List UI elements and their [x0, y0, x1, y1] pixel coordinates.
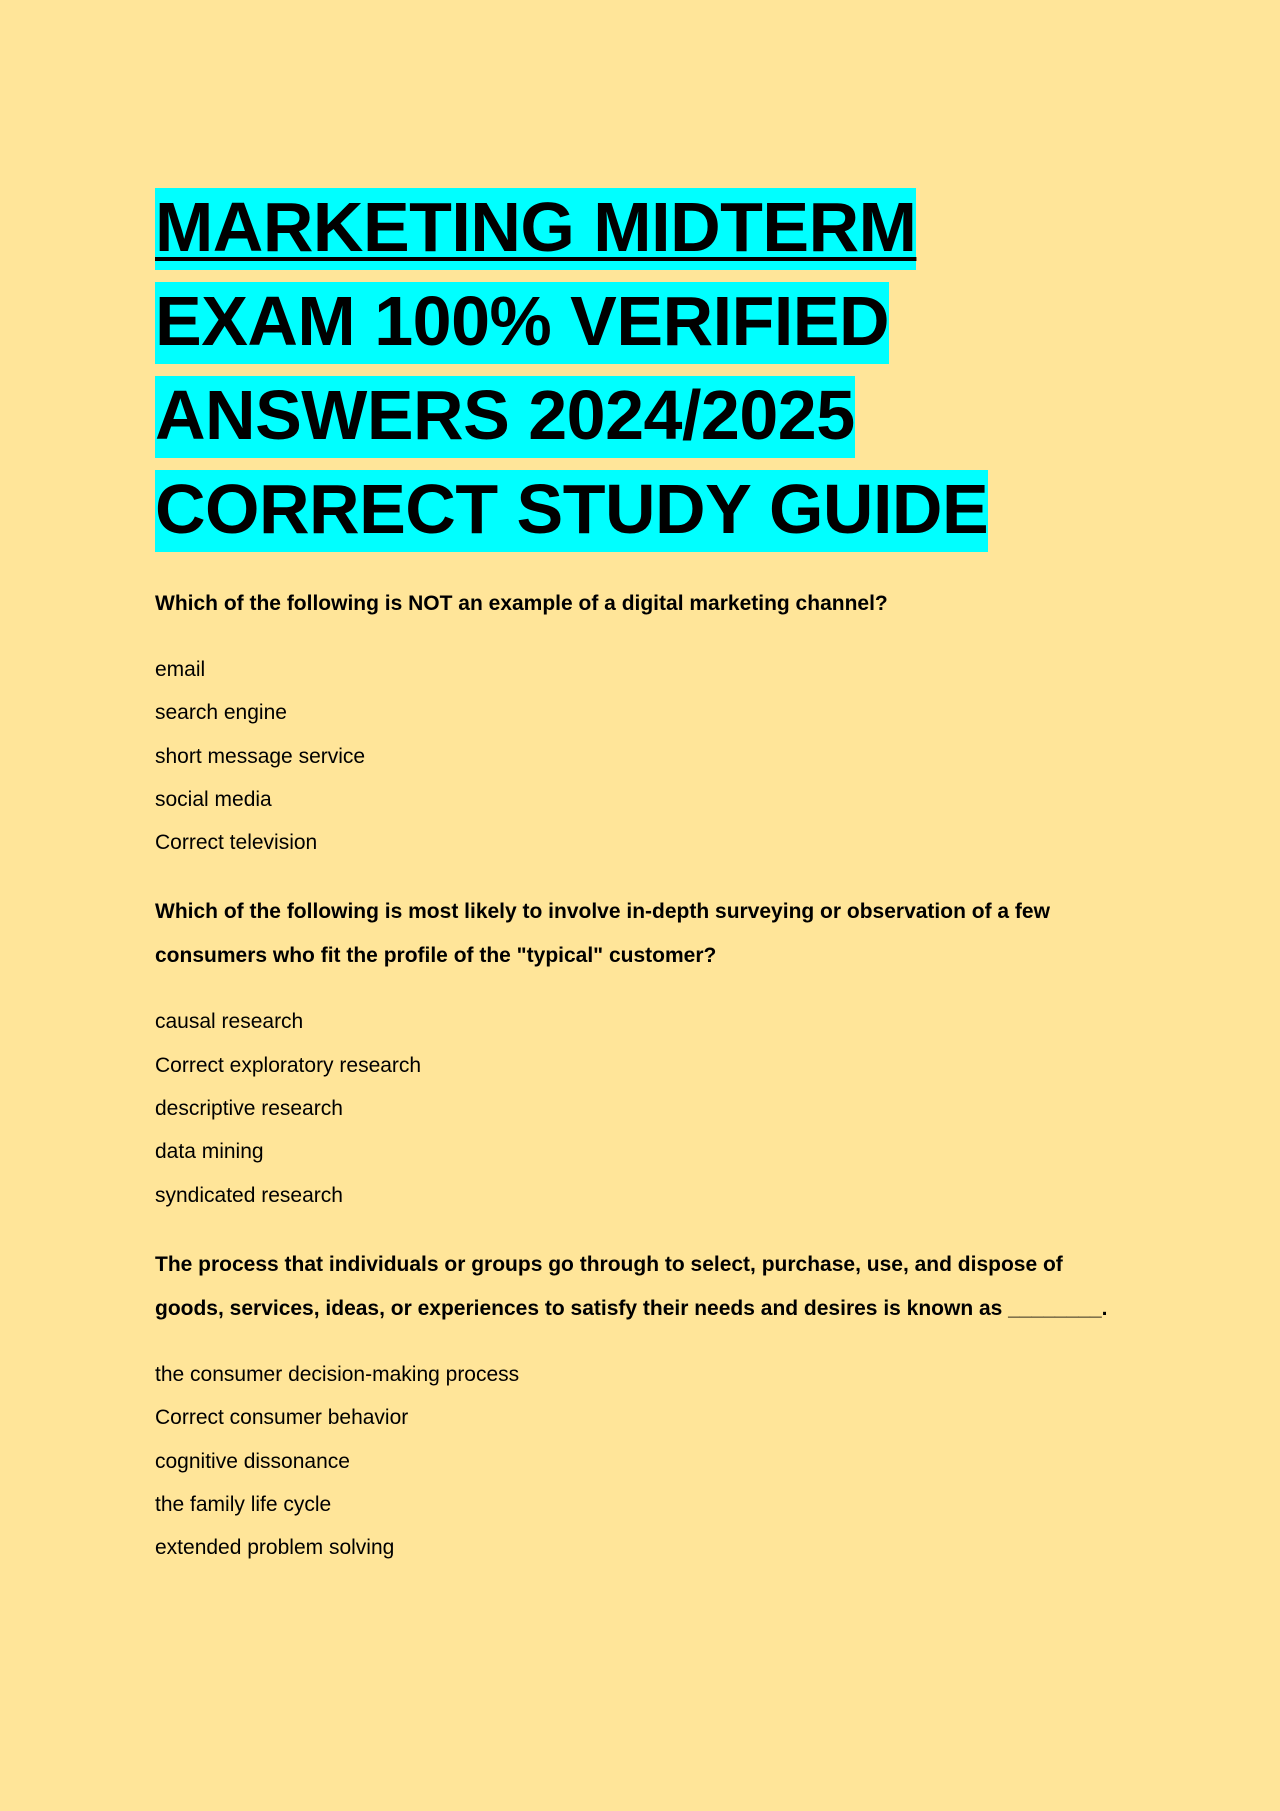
question-block-1: [155, 582, 1115, 864]
answer-option: cognitive dissonance: [155, 1449, 350, 1473]
answer-options: [155, 1000, 1115, 1216]
answer-option: causal research: [155, 1010, 304, 1034]
answer-options: [155, 648, 1115, 864]
answer-option: the family life cycle: [155, 1492, 332, 1516]
answer-option: data mining: [155, 1140, 264, 1164]
question-block-3: [155, 1243, 1115, 1569]
answer-option: the consumer decision-making process: [155, 1362, 520, 1386]
title-underlined-text: MARKETING MIDTERM: [155, 188, 917, 266]
answer-option: Correct consumer behavior: [155, 1406, 409, 1430]
question-text: The process that individuals or groups go through to select, purchase, use, and dispose of goods, services, ideas, or experiences to satisfy their needs and desires is known as ________.: [155, 1252, 1108, 1320]
question-block-2: [155, 890, 1115, 1216]
answer-options: [155, 1353, 1115, 1569]
answer-option: syndicated research: [155, 1183, 343, 1207]
title-highlight: [155, 188, 988, 552]
question-text: Which of the following is most likely to involve in-depth surveying or observation of a few consumers who fit the profile of the "typical" customer?: [155, 900, 1050, 968]
question-text: Which of the following is NOT an example of a digital marketing channel?: [155, 592, 888, 615]
answer-option: descriptive research: [155, 1097, 343, 1121]
document-title: [155, 180, 1115, 556]
answer-option: Correct television: [155, 831, 318, 855]
title-remainder: 100% VERIFIED ANSWERS 2024/2025 CORRECT STUDY GUIDE: [155, 282, 989, 548]
answer-option: email: [155, 658, 206, 681]
answer-option: Correct exploratory research: [155, 1053, 422, 1077]
answer-option: social media: [155, 787, 272, 811]
answer-option: search engine: [155, 701, 287, 725]
title-first-line-rest: EXAM: [155, 282, 356, 360]
answer-option: short message service: [155, 744, 366, 768]
document-page: [155, 180, 1115, 1595]
answer-option: extended problem solving: [155, 1536, 395, 1560]
